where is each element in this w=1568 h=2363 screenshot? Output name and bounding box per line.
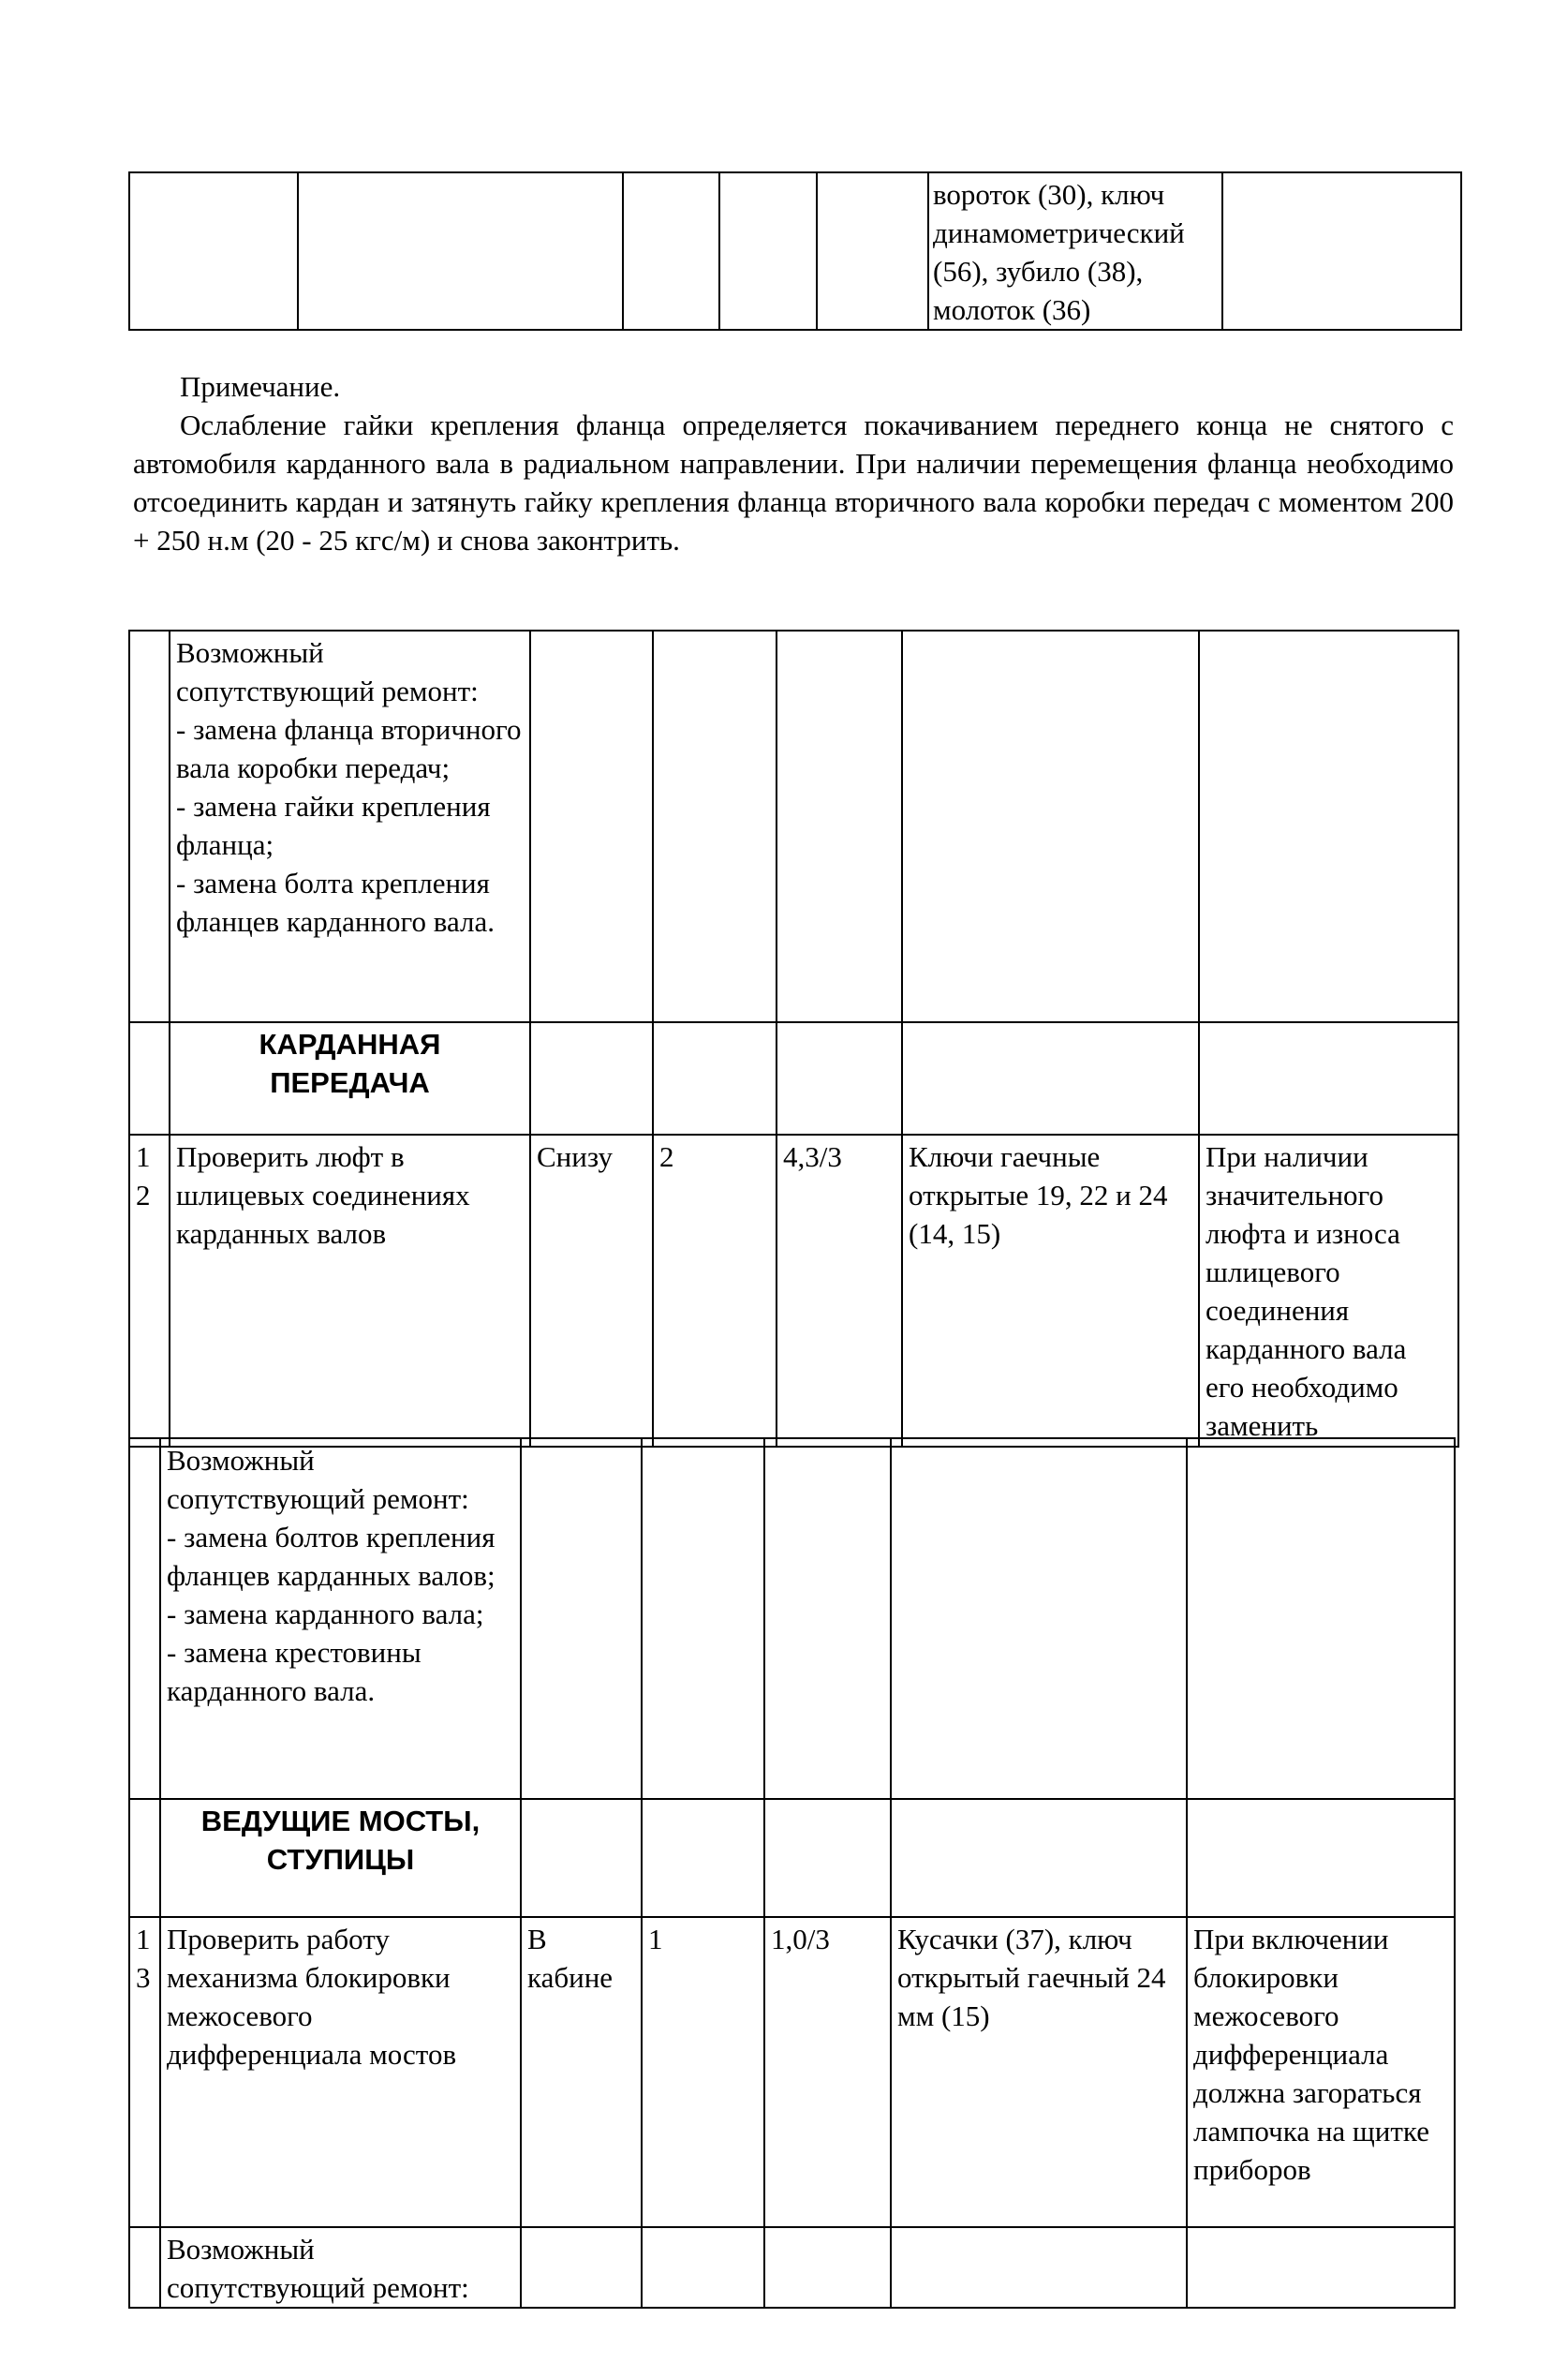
note-block xyxy=(133,367,1454,559)
count-cell: 2 xyxy=(653,1135,777,1447)
labor-cell: 4,3/3 xyxy=(777,1135,902,1447)
table-row xyxy=(129,1135,1458,1447)
section-heading-axles: ВЕДУЩИЕ МОСТЫ, СТУПИЦЫ xyxy=(160,1799,521,1917)
operation-cell: Проверить работу механизма блокировки межосевого дифференциала мостов xyxy=(160,1917,521,2227)
notes-cell: При включении блокировки межосевого дифференциала должна загораться лампочка на щитке приборов xyxy=(1187,1917,1455,2227)
related-repair-list: Возможный сопутствующий ремонт: - замена болтов крепления фланцев карданных валов; - замена карданного вала; - замена крестовины карданного вала. xyxy=(160,1438,521,1799)
labor-cell: 1,0/3 xyxy=(764,1917,891,2227)
tools-cell: вороток (30), ключ динамометрический (56), зубило (38), молоток (36) xyxy=(928,172,1222,330)
cell-7 xyxy=(1222,172,1461,330)
note-title: Примечание. xyxy=(180,370,341,403)
section-heading-cardan: КАРДАННАЯ ПЕРЕДАЧА xyxy=(170,1022,530,1135)
table-row xyxy=(129,1438,1455,1799)
table-row xyxy=(129,172,1461,330)
row-number: 13 xyxy=(129,1917,160,2227)
cell-5 xyxy=(817,172,928,330)
count-cell: 1 xyxy=(642,1917,764,2227)
section-row xyxy=(129,1022,1458,1135)
table-row xyxy=(129,1917,1455,2227)
cell-1 xyxy=(129,172,298,330)
table-row xyxy=(129,631,1458,1022)
maintenance-table-cardan xyxy=(128,630,1459,1448)
related-repair-list: Возможный сопутствующий ремонт: xyxy=(160,2227,521,2308)
cell-3 xyxy=(623,172,719,330)
operation-cell: Проверить люфт в шлицевых соединениях карданных валов xyxy=(170,1135,530,1447)
cell-4 xyxy=(719,172,817,330)
maintenance-table-axles xyxy=(128,1437,1456,2309)
notes-cell: При наличии значительного люфта и износа шлицевого соединения карданного вала его необходимо заменить xyxy=(1199,1135,1458,1447)
tools-table-fragment xyxy=(128,171,1462,331)
table-row xyxy=(129,2227,1455,2308)
row-number: 12 xyxy=(129,1135,170,1447)
section-row xyxy=(129,1799,1455,1917)
note-text: Ослабление гайки крепления фланца определяется покачиванием переднего конца не снятого с автомобиля карданного вала в радиальном направлении. При наличии перемещения фланца необходимо отсоединить кардан и затянуть гайку крепления фланца вторичного вала коробки передач с моментом 200 + 250 н.м (20 - 25 кгс/м) и снова законтрить. xyxy=(133,409,1454,557)
place-cell: Снизу xyxy=(530,1135,653,1447)
related-repair-list: Возможный сопутствующий ремонт: - замена фланца вторичного вала коробки передач; - замена гайки крепления фланца; - замена болта крепления фланцев карданного вала. xyxy=(170,631,530,1022)
cell-2 xyxy=(298,172,623,330)
tools-cell: Кусачки (37), ключ открытый гаечный 24 мм (15) xyxy=(891,1917,1187,2227)
tools-cell: Ключи гаечные открытые 19, 22 и 24 (14, 15) xyxy=(902,1135,1199,1447)
place-cell: В кабине xyxy=(521,1917,642,2227)
